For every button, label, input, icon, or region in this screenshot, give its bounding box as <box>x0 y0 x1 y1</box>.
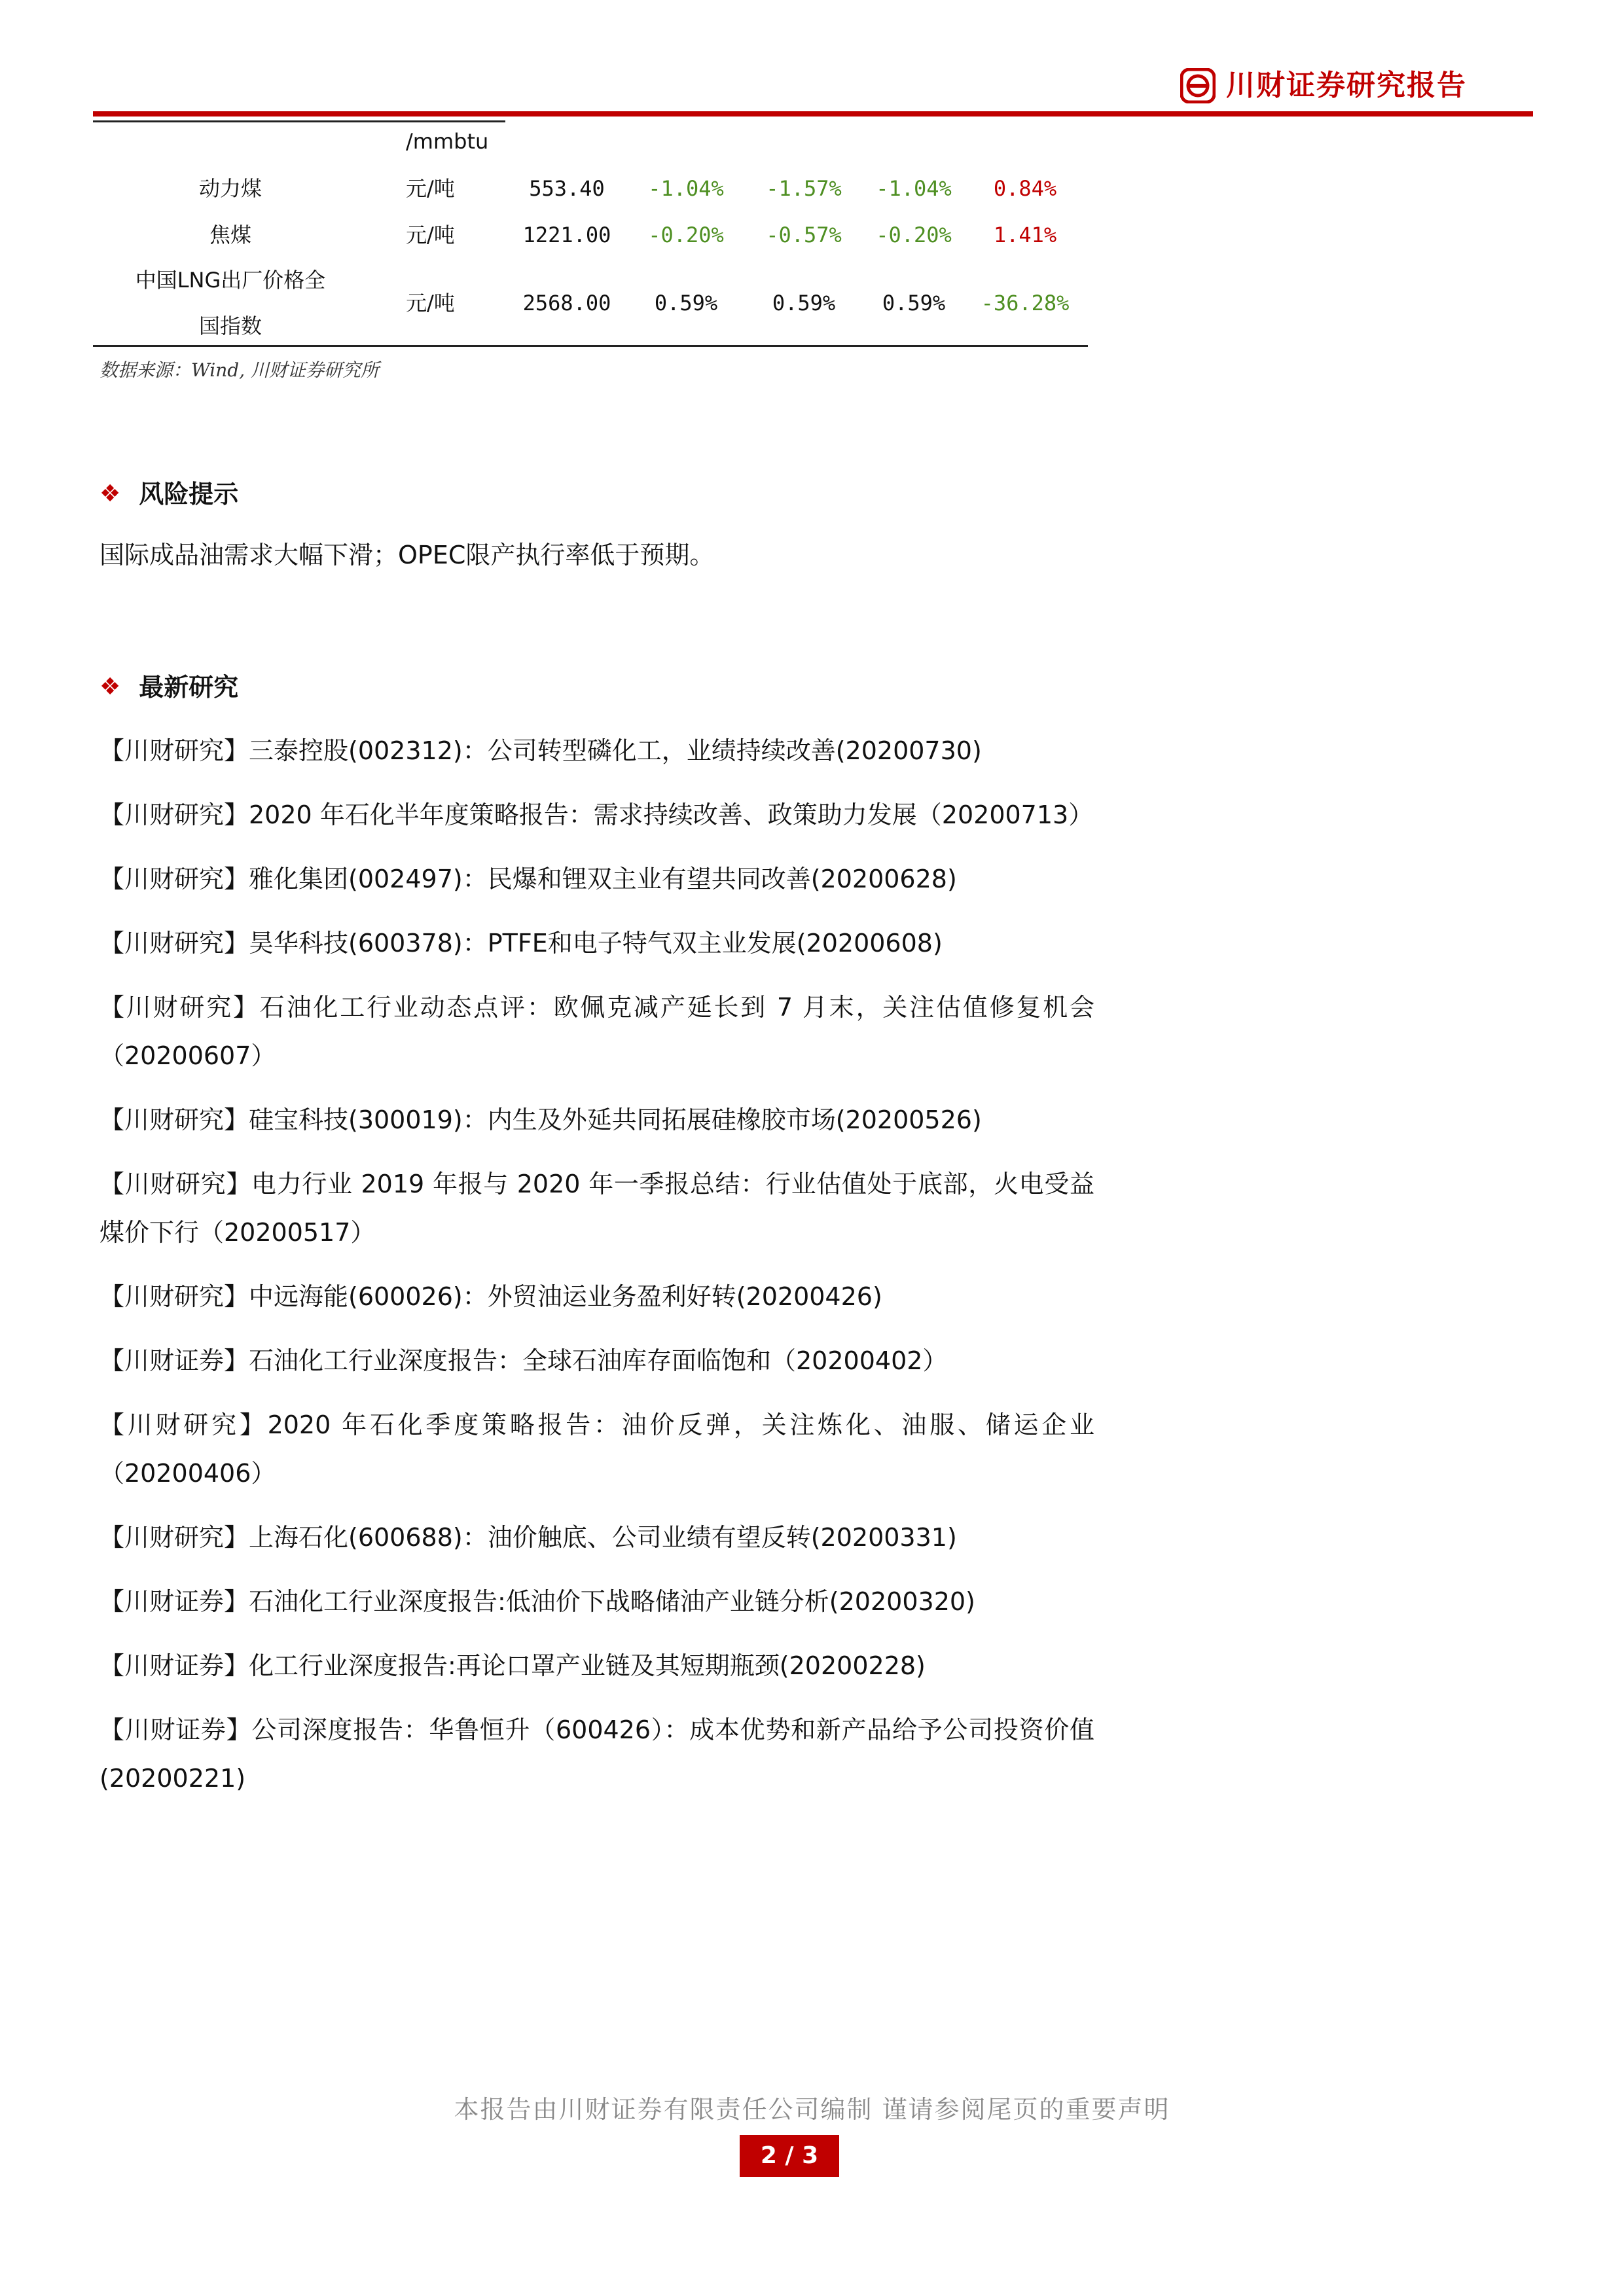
risk-section-title: 风险提示 <box>139 480 239 509</box>
research-section-title: 最新研究 <box>139 673 239 702</box>
table-cell-price: 553.40 <box>529 176 605 201</box>
research-item: 【川财证券】石油化工行业深度报告:低油价下战略储油产业链分析(20200320) <box>99 1587 975 1616</box>
table-cell-unit: 元/吨 <box>406 223 455 247</box>
table-cell-change: -0.20% <box>648 223 724 247</box>
diamond-bullet-icon: ❖ <box>99 673 121 700</box>
research-item: 【川财研究】石油化工行业动态点评：欧佩克减产延长到 7 月末，关注估值修复机会（20200607） <box>99 993 1094 1070</box>
table-cell-unit: 元/吨 <box>406 291 455 315</box>
research-item: 【川财研究】2020 年石化季度策略报告：油价反弹，关注炼化、油服、储运企业（20200406） <box>99 1410 1094 1488</box>
table-cell-unit: /mmbtu <box>406 129 489 154</box>
table-cell-change: -0.57% <box>766 223 842 247</box>
research-item: 【川财证券】石油化工行业深度报告：全球石油库存面临饱和（20200402） <box>99 1346 948 1375</box>
risk-text: 国际成品油需求大幅下滑；OPEC限产执行率低于预期。 <box>99 541 715 569</box>
table-cell-price: 2568.00 <box>522 291 611 315</box>
table-cell-change: -0.20% <box>876 223 952 247</box>
table-bottom-divider <box>93 345 1088 347</box>
table-cell-name: 焦煤 <box>209 223 251 247</box>
company-logo-icon <box>1180 68 1216 103</box>
table-cell-change: -1.04% <box>876 176 952 201</box>
research-list <box>99 726 1094 1818</box>
research-item: 【川财研究】三泰控股(002312)：公司转型磷化工，业绩持续改善(20200730) <box>99 736 982 765</box>
table-cell-unit: 元/吨 <box>406 176 455 201</box>
table-cell-change: 0.84% <box>993 176 1057 201</box>
data-source-note: 数据来源：Wind, 川财证券研究所 <box>99 359 380 381</box>
risk-section-header <box>99 481 238 507</box>
table-cell-change: -36.28% <box>981 291 1070 315</box>
research-item: 【川财研究】上海石化(600688)：油价触底、公司业绩有望反转(20200331) <box>99 1523 957 1552</box>
table-cell-name: 动力煤 <box>198 176 262 201</box>
brand-title: 川财证券研究报告 <box>1226 69 1467 102</box>
research-section-header <box>99 674 238 700</box>
table-cell-name-line1: 中国LNG出厂价格全 <box>135 268 326 293</box>
header-brand <box>1180 68 1467 103</box>
header-divider <box>93 111 1533 117</box>
table-top-divider <box>93 120 505 122</box>
table-cell-name-line2: 国指数 <box>198 314 262 338</box>
table-cell-change: 1.41% <box>993 223 1057 247</box>
research-item: 【川财研究】2020 年石化半年度策略报告：需求持续改善、政策助力发展（20200713） <box>99 800 1094 829</box>
table-cell-change: -1.04% <box>648 176 724 201</box>
table-cell-price: 1221.00 <box>522 223 611 247</box>
research-item: 【川财研究】雅化集团(002497)：民爆和锂双主业有望共同改善(20200628) <box>99 865 957 893</box>
research-item: 【川财研究】电力行业 2019 年报与 2020 年一季报总结：行业估值处于底部，火电受益煤价下行（20200517） <box>99 1170 1094 1247</box>
table-cell-change: 0.59% <box>654 291 718 315</box>
table-cell-change: 0.59% <box>882 291 946 315</box>
page-number-badge: 2 / 3 <box>740 2135 839 2177</box>
diamond-bullet-icon: ❖ <box>99 480 121 507</box>
research-item: 【川财证券】公司深度报告：华鲁恒升（600426）：成本优势和新产品给予公司投资价值(20200221) <box>99 1715 1094 1793</box>
research-item: 【川财研究】中远海能(600026)：外贸油运业务盈利好转(20200426) <box>99 1282 882 1311</box>
table-cell-change: 0.59% <box>772 291 836 315</box>
research-item: 【川财研究】昊华科技(600378)：PTFE和电子特气双主业发展(20200608) <box>99 929 943 958</box>
table-cell-change: -1.57% <box>766 176 842 201</box>
research-item: 【川财研究】硅宝科技(300019)：内生及外延共同拓展硅橡胶市场(20200526) <box>99 1105 982 1134</box>
research-item: 【川财证券】化工行业深度报告:再论口罩产业链及其短期瓶颈(20200228) <box>99 1651 926 1680</box>
footer-disclaimer: 本报告由川财证券有限责任公司编制 谨请参阅尾页的重要声明 <box>454 2095 1170 2124</box>
